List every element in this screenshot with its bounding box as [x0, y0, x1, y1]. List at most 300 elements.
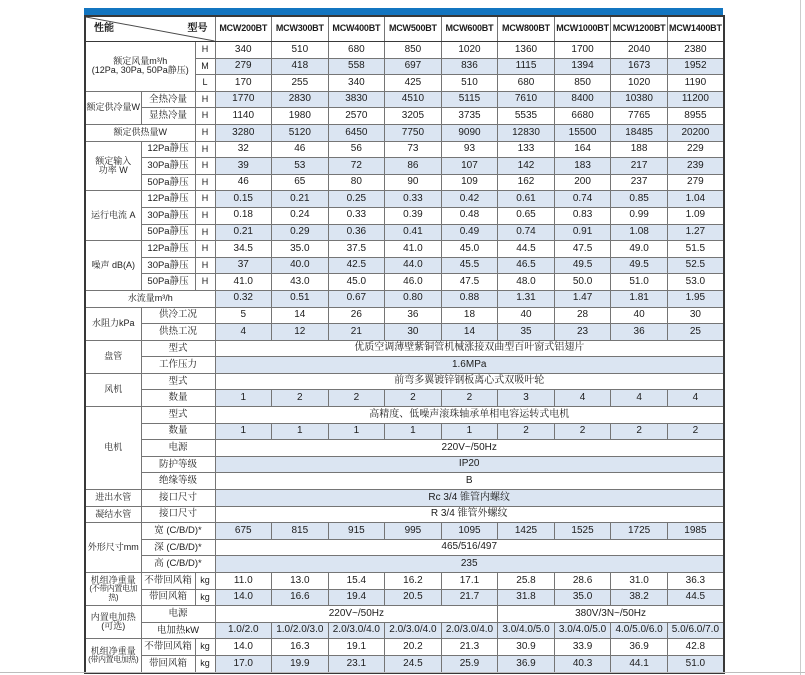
spec-value-cell: 37.5: [328, 241, 385, 258]
spec-value-cell: 35.0: [554, 589, 611, 606]
spec-value-cell: 43.0: [272, 274, 329, 291]
spec-value-cell: 1770: [215, 91, 272, 108]
row-sub-label: 供热工况: [141, 324, 215, 341]
spec-value-cell: 4: [611, 390, 668, 407]
spec-value-cell: 45.0: [441, 241, 498, 258]
spec-value-cell: 0.80: [385, 290, 442, 307]
spec-value-cell: 510: [272, 42, 329, 59]
table-row: [85, 589, 724, 606]
row-sub-label: 宽 (C/B/D)*: [141, 523, 215, 540]
spec-value-cell: 7610: [498, 91, 555, 108]
spec-value-cell: 12: [272, 324, 329, 341]
table-row: [85, 274, 724, 291]
spec-value-cell: 30: [385, 324, 442, 341]
spec-value-cell: 0.74: [498, 224, 555, 241]
unit-cell: H: [195, 141, 215, 158]
table-row: [85, 124, 724, 141]
spec-value-cell: 0.29: [272, 224, 329, 241]
row-group-label: 进出水管: [85, 490, 141, 507]
row-group-label: 机组净重量 (带内置电加热): [85, 639, 141, 673]
table-row: [85, 324, 724, 341]
table-row: [85, 191, 724, 208]
spec-value-cell: 1: [441, 423, 498, 440]
spec-value-cell: 80: [328, 174, 385, 191]
spec-value-cell: 1: [215, 423, 272, 440]
spec-value-cell: 0.99: [611, 207, 668, 224]
row-group-label: 噪声 dB(A): [85, 241, 141, 291]
spec-value-span: 220V~/50Hz: [215, 606, 498, 623]
spec-value-cell: 18: [441, 307, 498, 324]
spec-value-cell: 44.1: [611, 655, 668, 672]
spec-value-cell: 53: [272, 158, 329, 175]
spec-value-cell: 44.5: [667, 589, 724, 606]
spec-value-cell: 47.5: [554, 241, 611, 258]
spec-value-cell: 40: [498, 307, 555, 324]
row-sub-label: 30Pa静压: [141, 257, 195, 274]
spec-value-cell: 0.42: [441, 191, 498, 208]
row-group-label: 内置电加热 (可选): [85, 606, 141, 639]
row-group-label: 凝结水管: [85, 506, 141, 523]
spec-value-cell: 25.9: [441, 655, 498, 672]
spec-value-cell: 45.0: [328, 274, 385, 291]
row-sub-label: 全热冷量: [141, 91, 195, 108]
table-row: [85, 606, 724, 623]
spec-value-cell: 23.1: [328, 655, 385, 672]
spec-value-cell: 2040: [611, 42, 668, 59]
spec-table: [84, 15, 725, 674]
spec-value-cell: 0.74: [554, 191, 611, 208]
spec-value-cell: 44.5: [498, 241, 555, 258]
spec-value-cell: 1985: [667, 523, 724, 540]
spec-value-cell: 1: [385, 423, 442, 440]
spec-value-cell: 2: [611, 423, 668, 440]
spec-value-cell: 4: [667, 390, 724, 407]
spec-value-cell: 14.0: [215, 639, 272, 656]
table-row: [85, 506, 724, 523]
model-column-header: MCW800BT: [498, 16, 555, 42]
spec-value-cell: 0.61: [498, 191, 555, 208]
spec-value-cell: 51.0: [611, 274, 668, 291]
spec-value-cell: 38.2: [611, 589, 668, 606]
spec-value-cell: 2: [441, 390, 498, 407]
spec-value-cell: 48.0: [498, 274, 555, 291]
row-sub-label: 型式: [141, 407, 215, 424]
spec-value-cell: 34.5: [215, 241, 272, 258]
spec-value-cell: 44.0: [385, 257, 442, 274]
spec-value-cell: 188: [611, 141, 668, 158]
unit-cell: kg: [195, 655, 215, 672]
spec-value-cell: 0.21: [215, 224, 272, 241]
row-sub-label: 工作压力: [141, 357, 215, 374]
row-group-label: 盘管: [85, 340, 141, 373]
spec-value-cell: 3735: [441, 108, 498, 125]
table-row: [85, 108, 724, 125]
spec-value-cell: 15.4: [328, 573, 385, 590]
spec-value-cell: 0.21: [272, 191, 329, 208]
spec-value-cell: 23: [554, 324, 611, 341]
row-sub-label: 不带回风箱: [141, 573, 195, 590]
spec-value-cell: 1.04: [667, 191, 724, 208]
spec-value-cell: 32: [215, 141, 272, 158]
row-sub-label: 50Pa静压: [141, 224, 195, 241]
spec-value-cell: 31.0: [611, 573, 668, 590]
unit-cell: L: [195, 75, 215, 92]
row-sub-label: 防护等级: [141, 456, 215, 473]
spec-value-cell: 142: [498, 158, 555, 175]
spec-value-cell: 1095: [441, 523, 498, 540]
spec-value-cell: 86: [385, 158, 442, 175]
spec-value-cell: 425: [385, 75, 442, 92]
spec-value-cell: 4: [554, 390, 611, 407]
spec-value-cell: 558: [328, 58, 385, 75]
spec-value-cell: 31.8: [498, 589, 555, 606]
spec-value-cell: 17.0: [215, 655, 272, 672]
unit-cell: kg: [195, 639, 215, 656]
unit-cell: kg: [195, 573, 215, 590]
unit-cell: H: [195, 42, 215, 59]
table-row: [85, 141, 724, 158]
spec-value-cell: 107: [441, 158, 498, 175]
table-row: [85, 456, 724, 473]
header-corner-cell: [85, 16, 215, 42]
spec-value-cell: 1.08: [611, 224, 668, 241]
table-row: [85, 407, 724, 424]
spec-value-cell: 0.25: [328, 191, 385, 208]
table-row: [85, 440, 724, 457]
model-column-header: MCW600BT: [441, 16, 498, 42]
spec-value-cell: 1725: [611, 523, 668, 540]
spec-value-cell: 279: [215, 58, 272, 75]
spec-value-cell: 45.5: [441, 257, 498, 274]
spec-value-cell: 0.83: [554, 207, 611, 224]
spec-value-cell: 56: [328, 141, 385, 158]
row-sub-label: 型式: [141, 340, 215, 357]
spec-value-cell: 40: [611, 307, 668, 324]
row-sub-label: 数量: [141, 390, 215, 407]
row-sub-label: 不带回风箱: [141, 639, 195, 656]
spec-value-cell: 217: [611, 158, 668, 175]
spec-value-cell: 6680: [554, 108, 611, 125]
row-sub-label: 电加热kW: [141, 622, 215, 639]
spec-value-cell: 815: [272, 523, 329, 540]
spec-value-cell: 2570: [328, 108, 385, 125]
spec-value-cell: 239: [667, 158, 724, 175]
spec-value-span: 高精度、低噪声滚珠轴承单相电容运转式电机: [215, 407, 724, 424]
spec-value-cell: 93: [441, 141, 498, 158]
spec-value-cell: 36.9: [498, 655, 555, 672]
unit-cell: H: [195, 191, 215, 208]
spec-value-cell: 510: [441, 75, 498, 92]
spec-value-cell: 6450: [328, 124, 385, 141]
spec-value-cell: 19.4: [328, 589, 385, 606]
spec-value-cell: 28: [554, 307, 611, 324]
spec-value-cell: 170: [215, 75, 272, 92]
spec-value-cell: 1190: [667, 75, 724, 92]
row-sub-label: 供冷工况: [141, 307, 215, 324]
row-group-label: 额定输入 功率 W: [85, 141, 141, 191]
unit-cell: M: [195, 58, 215, 75]
spec-value-cell: 1.0/2.0/3.0: [272, 622, 329, 639]
spec-value-cell: 675: [215, 523, 272, 540]
spec-value-cell: 33.9: [554, 639, 611, 656]
spec-value-cell: 16.6: [272, 589, 329, 606]
row-group-label: 机组净重量 (不带内置电加热): [85, 573, 141, 606]
spec-value-cell: 21: [328, 324, 385, 341]
unit-cell: H: [195, 207, 215, 224]
spec-value-cell: 4510: [385, 91, 442, 108]
spec-value-cell: 5.0/6.0/7.0: [667, 622, 724, 639]
row-group-label: 水流量m³/h: [85, 290, 215, 307]
row-sub-label: 12Pa静压: [141, 141, 195, 158]
row-group-label: 风机: [85, 373, 141, 406]
top-accent-bar: [84, 8, 723, 15]
spec-value-cell: 237: [611, 174, 668, 191]
spec-value-cell: 20.5: [385, 589, 442, 606]
spec-value-span: R 3/4 锥管外螺纹: [215, 506, 724, 523]
spec-value-cell: 2: [498, 423, 555, 440]
spec-value-cell: 25: [667, 324, 724, 341]
spec-value-cell: 1360: [498, 42, 555, 59]
spec-value-cell: 65: [272, 174, 329, 191]
spec-value-cell: 37: [215, 257, 272, 274]
table-row: [85, 224, 724, 241]
spec-value-cell: 41.0: [385, 241, 442, 258]
model-column-header: MCW200BT: [215, 16, 272, 42]
spec-value-cell: 14: [441, 324, 498, 341]
spec-value-span: 220V~/50Hz: [215, 440, 724, 457]
table-row: [85, 91, 724, 108]
spec-value-cell: 1.31: [498, 290, 555, 307]
spec-value-cell: 340: [215, 42, 272, 59]
model-column-header: MCW500BT: [385, 16, 442, 42]
spec-value-cell: 7765: [611, 108, 668, 125]
spec-value-cell: 41.0: [215, 274, 272, 291]
spec-value-cell: 46: [272, 141, 329, 158]
spec-value-cell: 7750: [385, 124, 442, 141]
spec-value-cell: 24.5: [385, 655, 442, 672]
spec-value-cell: 2: [554, 423, 611, 440]
spec-value-cell: 3.0/4.0/5.0: [498, 622, 555, 639]
spec-value-cell: 26: [328, 307, 385, 324]
spec-value-cell: 5120: [272, 124, 329, 141]
spec-value-cell: 1140: [215, 108, 272, 125]
table-row: [85, 42, 724, 59]
table-row: [85, 307, 724, 324]
spec-value-cell: 2.0/3.0/4.0: [328, 622, 385, 639]
row-group-label: 额定供热量W: [85, 124, 195, 141]
spec-value-cell: 0.48: [441, 207, 498, 224]
page-bottom-edge-line: [0, 672, 805, 673]
spec-value-cell: 1394: [554, 58, 611, 75]
spec-value-cell: 680: [328, 42, 385, 59]
spec-value-span: 235: [215, 556, 724, 573]
page-right-edge-line: [800, 0, 801, 675]
spec-value-cell: 8400: [554, 91, 611, 108]
spec-value-cell: 42.5: [328, 257, 385, 274]
spec-value-cell: 30.9: [498, 639, 555, 656]
spec-value-cell: 11200: [667, 91, 724, 108]
spec-value-cell: 40.3: [554, 655, 611, 672]
row-group-label: 电机: [85, 407, 141, 490]
unit-cell: H: [195, 91, 215, 108]
spec-value-cell: 850: [554, 75, 611, 92]
spec-value-cell: 40.0: [272, 257, 329, 274]
spec-value-cell: 5535: [498, 108, 555, 125]
spec-value-cell: 2380: [667, 42, 724, 59]
spec-value-cell: 340: [328, 75, 385, 92]
spec-value-cell: 162: [498, 174, 555, 191]
row-sub-label: 电源: [141, 440, 215, 457]
spec-value-cell: 30: [667, 307, 724, 324]
spec-value-cell: 50.0: [554, 274, 611, 291]
spec-value-cell: 3830: [328, 91, 385, 108]
table-row: [85, 473, 724, 490]
spec-value-cell: 1673: [611, 58, 668, 75]
spec-value-cell: 5: [215, 307, 272, 324]
spec-value-cell: 46: [215, 174, 272, 191]
row-group-label: 额定风量m³/h (12Pa, 30Pa, 50Pa静压): [85, 42, 195, 92]
unit-cell: H: [195, 108, 215, 125]
spec-value-cell: 18485: [611, 124, 668, 141]
row-group-label: 外形尺寸mm: [85, 523, 141, 573]
spec-value-cell: 73: [385, 141, 442, 158]
spec-value-cell: 1.27: [667, 224, 724, 241]
spec-table-body: [85, 42, 724, 673]
unit-cell: H: [195, 241, 215, 258]
spec-value-cell: 133: [498, 141, 555, 158]
model-column-header: MCW400BT: [328, 16, 385, 42]
unit-cell: kg: [195, 589, 215, 606]
spec-value-cell: 35: [498, 324, 555, 341]
spec-value-cell: 0.24: [272, 207, 329, 224]
spec-value-span: 465/516/497: [215, 539, 724, 556]
spec-value-cell: 2: [272, 390, 329, 407]
spec-value-cell: 0.39: [385, 207, 442, 224]
row-sub-label: 接口尺寸: [141, 506, 215, 523]
table-row: [85, 340, 724, 357]
spec-value-cell: 14.0: [215, 589, 272, 606]
spec-value-cell: 995: [385, 523, 442, 540]
spec-value-cell: 915: [328, 523, 385, 540]
row-group-label: 水阻力kPa: [85, 307, 141, 340]
spec-value-cell: 9090: [441, 124, 498, 141]
row-group-label: 运行电流 A: [85, 191, 141, 241]
spec-value-span: 380V/3N~/50Hz: [498, 606, 724, 623]
spec-value-cell: 10380: [611, 91, 668, 108]
unit-cell: H: [195, 224, 215, 241]
row-sub-label: 高 (C/B/D)*: [141, 556, 215, 573]
spec-value-cell: 51.0: [667, 655, 724, 672]
table-row: [85, 207, 724, 224]
spec-value-cell: 3: [498, 390, 555, 407]
spec-value-cell: 72: [328, 158, 385, 175]
table-row: [85, 390, 724, 407]
spec-value-cell: 14: [272, 307, 329, 324]
table-row: [85, 357, 724, 374]
row-sub-label: 12Pa静压: [141, 191, 195, 208]
spec-value-cell: 0.41: [385, 224, 442, 241]
model-column-header: MCW1000BT: [554, 16, 611, 42]
unit-cell: H: [195, 174, 215, 191]
spec-value-cell: 1.0/2.0: [215, 622, 272, 639]
spec-value-cell: 19.1: [328, 639, 385, 656]
spec-value-cell: 52.5: [667, 257, 724, 274]
spec-value-cell: 1425: [498, 523, 555, 540]
spec-value-span: IP20: [215, 456, 724, 473]
spec-value-cell: 13.0: [272, 573, 329, 590]
row-sub-label: 30Pa静压: [141, 207, 195, 224]
spec-value-cell: 1525: [554, 523, 611, 540]
spec-value-cell: 36: [611, 324, 668, 341]
spec-value-cell: 0.91: [554, 224, 611, 241]
table-row: [85, 423, 724, 440]
table-row: [85, 257, 724, 274]
table-row: [85, 490, 724, 507]
spec-value-cell: 3205: [385, 108, 442, 125]
row-sub-label: 电源: [141, 606, 215, 623]
row-sub-label: 深 (C/B/D)*: [141, 539, 215, 556]
spec-value-cell: 3.0/4.0/5.0: [554, 622, 611, 639]
spec-value-cell: 1700: [554, 42, 611, 59]
unit-cell: H: [195, 158, 215, 175]
spec-value-cell: 1.09: [667, 207, 724, 224]
spec-value-cell: 28.6: [554, 573, 611, 590]
spec-value-cell: 20200: [667, 124, 724, 141]
unit-cell: H: [195, 274, 215, 291]
table-row: [85, 174, 724, 191]
spec-value-cell: 0.85: [611, 191, 668, 208]
header-model-label: 型号: [187, 22, 208, 34]
spec-value-cell: 2.0/3.0/4.0: [441, 622, 498, 639]
spec-value-cell: 12830: [498, 124, 555, 141]
table-row: [85, 539, 724, 556]
spec-value-cell: 21.7: [441, 589, 498, 606]
spec-value-cell: 51.5: [667, 241, 724, 258]
spec-sheet: [84, 8, 723, 674]
spec-value-cell: 2: [385, 390, 442, 407]
spec-value-cell: 25.8: [498, 573, 555, 590]
spec-value-cell: 53.0: [667, 274, 724, 291]
spec-value-cell: 19.9: [272, 655, 329, 672]
spec-value-cell: 1: [328, 423, 385, 440]
spec-value-cell: 16.3: [272, 639, 329, 656]
spec-value-cell: 1952: [667, 58, 724, 75]
row-group-label: 额定供冷量W: [85, 91, 141, 124]
table-row: [85, 573, 724, 590]
spec-value-cell: 1.81: [611, 290, 668, 307]
spec-value-cell: 836: [441, 58, 498, 75]
spec-value-cell: 49.0: [611, 241, 668, 258]
spec-value-cell: 1: [215, 390, 272, 407]
row-sub-label: 型式: [141, 373, 215, 390]
header-performance-label: 性能: [94, 22, 114, 34]
row-sub-label: 绝缘等级: [141, 473, 215, 490]
spec-value-cell: 0.33: [385, 191, 442, 208]
spec-value-cell: 47.5: [441, 274, 498, 291]
spec-value-cell: 0.65: [498, 207, 555, 224]
spec-value-cell: 46.0: [385, 274, 442, 291]
row-sub-label: 数量: [141, 423, 215, 440]
spec-value-cell: 8955: [667, 108, 724, 125]
spec-value-cell: 418: [272, 58, 329, 75]
spec-value-cell: 20.2: [385, 639, 442, 656]
spec-value-cell: 36.9: [611, 639, 668, 656]
spec-value-cell: 0.88: [441, 290, 498, 307]
spec-value-cell: 0.18: [215, 207, 272, 224]
spec-value-cell: 0.51: [272, 290, 329, 307]
spec-value-cell: 850: [385, 42, 442, 59]
spec-value-span: 优质空调薄壁紫铜管机械涨接双曲型百叶窗式铝翅片: [215, 340, 724, 357]
